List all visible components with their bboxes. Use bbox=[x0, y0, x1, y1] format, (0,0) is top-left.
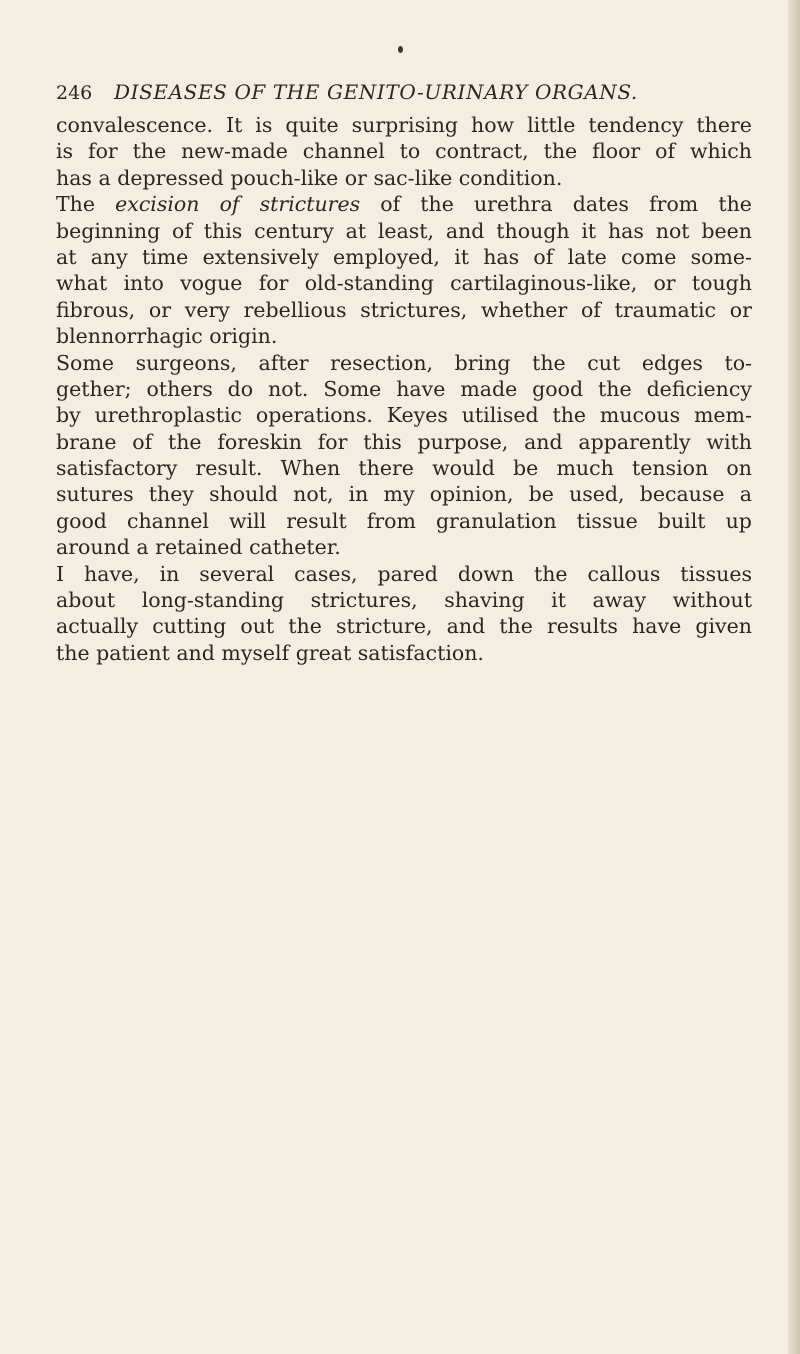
paragraph bbox=[56, 112, 752, 191]
text-line: around a retained catheter. bbox=[56, 535, 341, 560]
page-edge bbox=[788, 0, 800, 1354]
text-line: gether; others do not. Some have made good the deficiency bbox=[56, 376, 752, 401]
text-line: sutures they should not, in my opinion, be used, because a bbox=[56, 482, 752, 507]
paragraph bbox=[56, 191, 752, 349]
text-line: has a depressed pouch-like or sac-like condition. bbox=[56, 165, 563, 190]
running-head-title: DISEASES OF THE GENITO-URINARY ORGANS. bbox=[114, 80, 638, 104]
text-line: blennorrhagic origin. bbox=[56, 324, 278, 349]
text-line: by urethroplastic operations. Keyes utilised the mucous mem- bbox=[56, 403, 752, 428]
page-number: 246 bbox=[56, 82, 93, 104]
body-text bbox=[56, 112, 752, 666]
text-line: fibrous, or very rebellious strictures, whether of traumatic or bbox=[56, 297, 752, 322]
text-line: The excision of strictures of the urethra dates from the bbox=[56, 192, 752, 217]
text-line: I have, in several cases, pared down the callous tissues bbox=[56, 561, 752, 586]
text-line: brane of the foreskin for this purpose, and apparently with bbox=[56, 429, 752, 454]
text-line: actually cutting out the stricture, and the results have given bbox=[56, 614, 752, 639]
text-line: what into vogue for old-standing cartilaginous-like, or tough bbox=[56, 271, 752, 296]
text-line: Some surgeons, after resection, bring the cut edges to- bbox=[56, 350, 752, 375]
paragraph bbox=[56, 561, 752, 667]
text-line: is for the new-made channel to contract, the floor of which bbox=[56, 139, 752, 164]
text-line: about long-standing strictures, shaving it away without bbox=[56, 588, 752, 613]
text-line: satisfactory result. When there would be much tension on bbox=[56, 456, 752, 481]
paragraph bbox=[56, 350, 752, 561]
text-line: convalescence. It is quite surprising how little tendency there bbox=[56, 113, 752, 137]
text-line: the patient and myself great satisfaction. bbox=[56, 640, 484, 665]
text-line: at any time extensively employed, it has of late come some- bbox=[56, 244, 752, 269]
ink-mark bbox=[398, 46, 403, 53]
text-line: good channel will result from granulation tissue built up bbox=[56, 508, 752, 533]
text-line: beginning of this century at least, and though it has not been bbox=[56, 218, 752, 243]
running-head bbox=[56, 80, 756, 105]
